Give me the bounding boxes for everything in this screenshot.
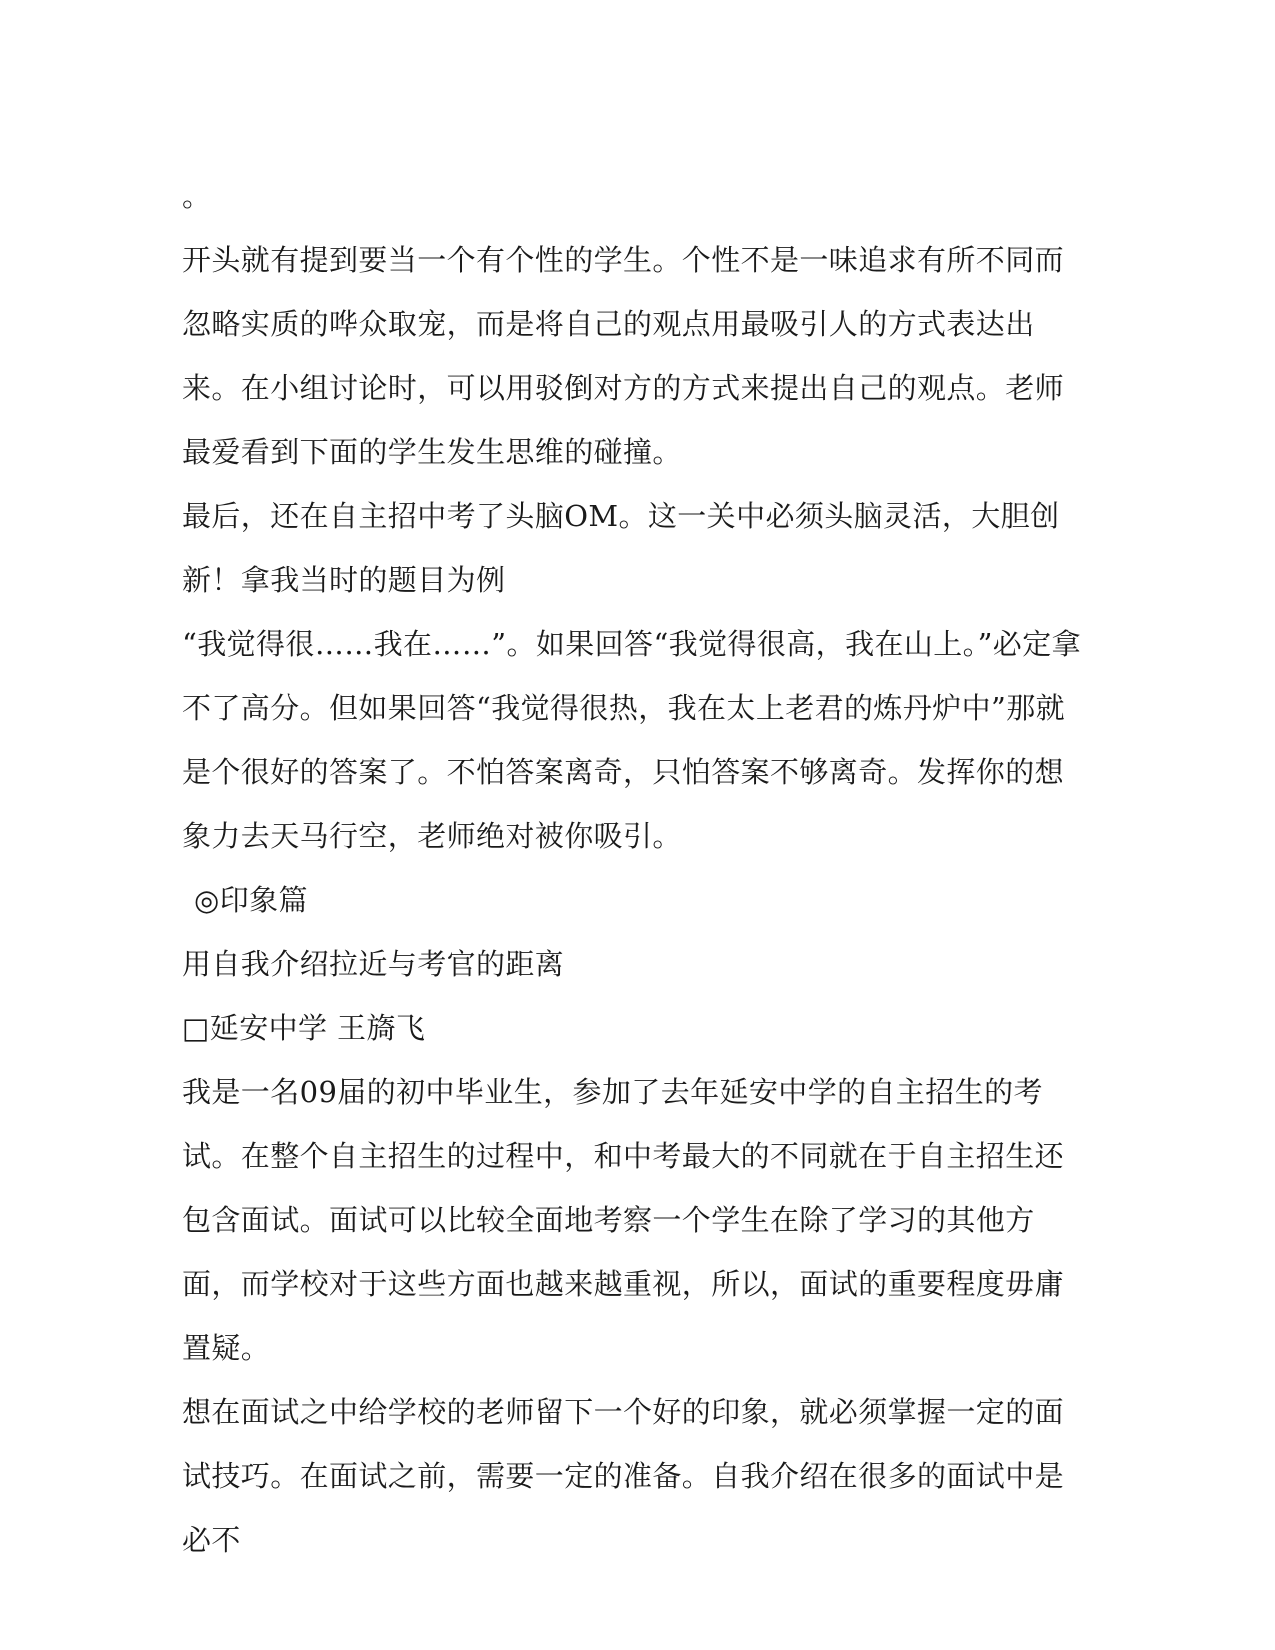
paragraph-brain-om: 最后，还在自主招中考了头脑OM。这一关中必须头脑灵活，大胆创新！拿我当时的题目为例 xyxy=(182,499,1060,597)
paragraph-example-answer: “我觉得很……我在……”。如果回答“我觉得很高，我在山上。”必定拿不了高分。但如果回答“我觉得很热，我在太上老君的炼丹炉中”那就是个很好的答案了。不怕答案离奇，只怕答案不够离奇。发挥你的想象力去天马行空，老师绝对被你吸引。 xyxy=(182,627,1082,853)
article-title: 用自我介绍拉近与考官的距离 xyxy=(182,947,565,981)
section-heading-impression: ◎印象篇 xyxy=(194,883,308,917)
paragraph-continuation-mark: 。 xyxy=(182,179,212,213)
paragraph-preparation: 想在面试之中给学校的老师留下一个好的印象，就必须掌握一定的面试技巧。在面试之前，需要一定的准备。自我介绍在很多的面试中是必不 xyxy=(182,1395,1065,1557)
paragraph-individuality: 开头就有提到要当一个有个性的学生。个性不是一味追求有所不同而忽略实质的哗众取宠，而是将自己的观点用最吸引人的方式表达出来。在小组讨论时，可以用驳倒对方的方式来提出自己的观点。老师最爱看到下面的学生发生思维的碰撞。 xyxy=(182,243,1065,469)
article-byline: □延安中学 王旖飞 xyxy=(182,1011,426,1045)
paragraph-intro: 我是一名09届的初中毕业生，参加了去年延安中学的自主招生的考试。在整个自主招生的过程中，和中考最大的不同就在于自主招生还包含面试。面试可以比较全面地考察一个学生在除了学习的其他方面，而学校对于这些方面也越来越重视，所以，面试的重要程度毋庸置疑。 xyxy=(182,1075,1065,1365)
document-body xyxy=(182,164,1088,1572)
